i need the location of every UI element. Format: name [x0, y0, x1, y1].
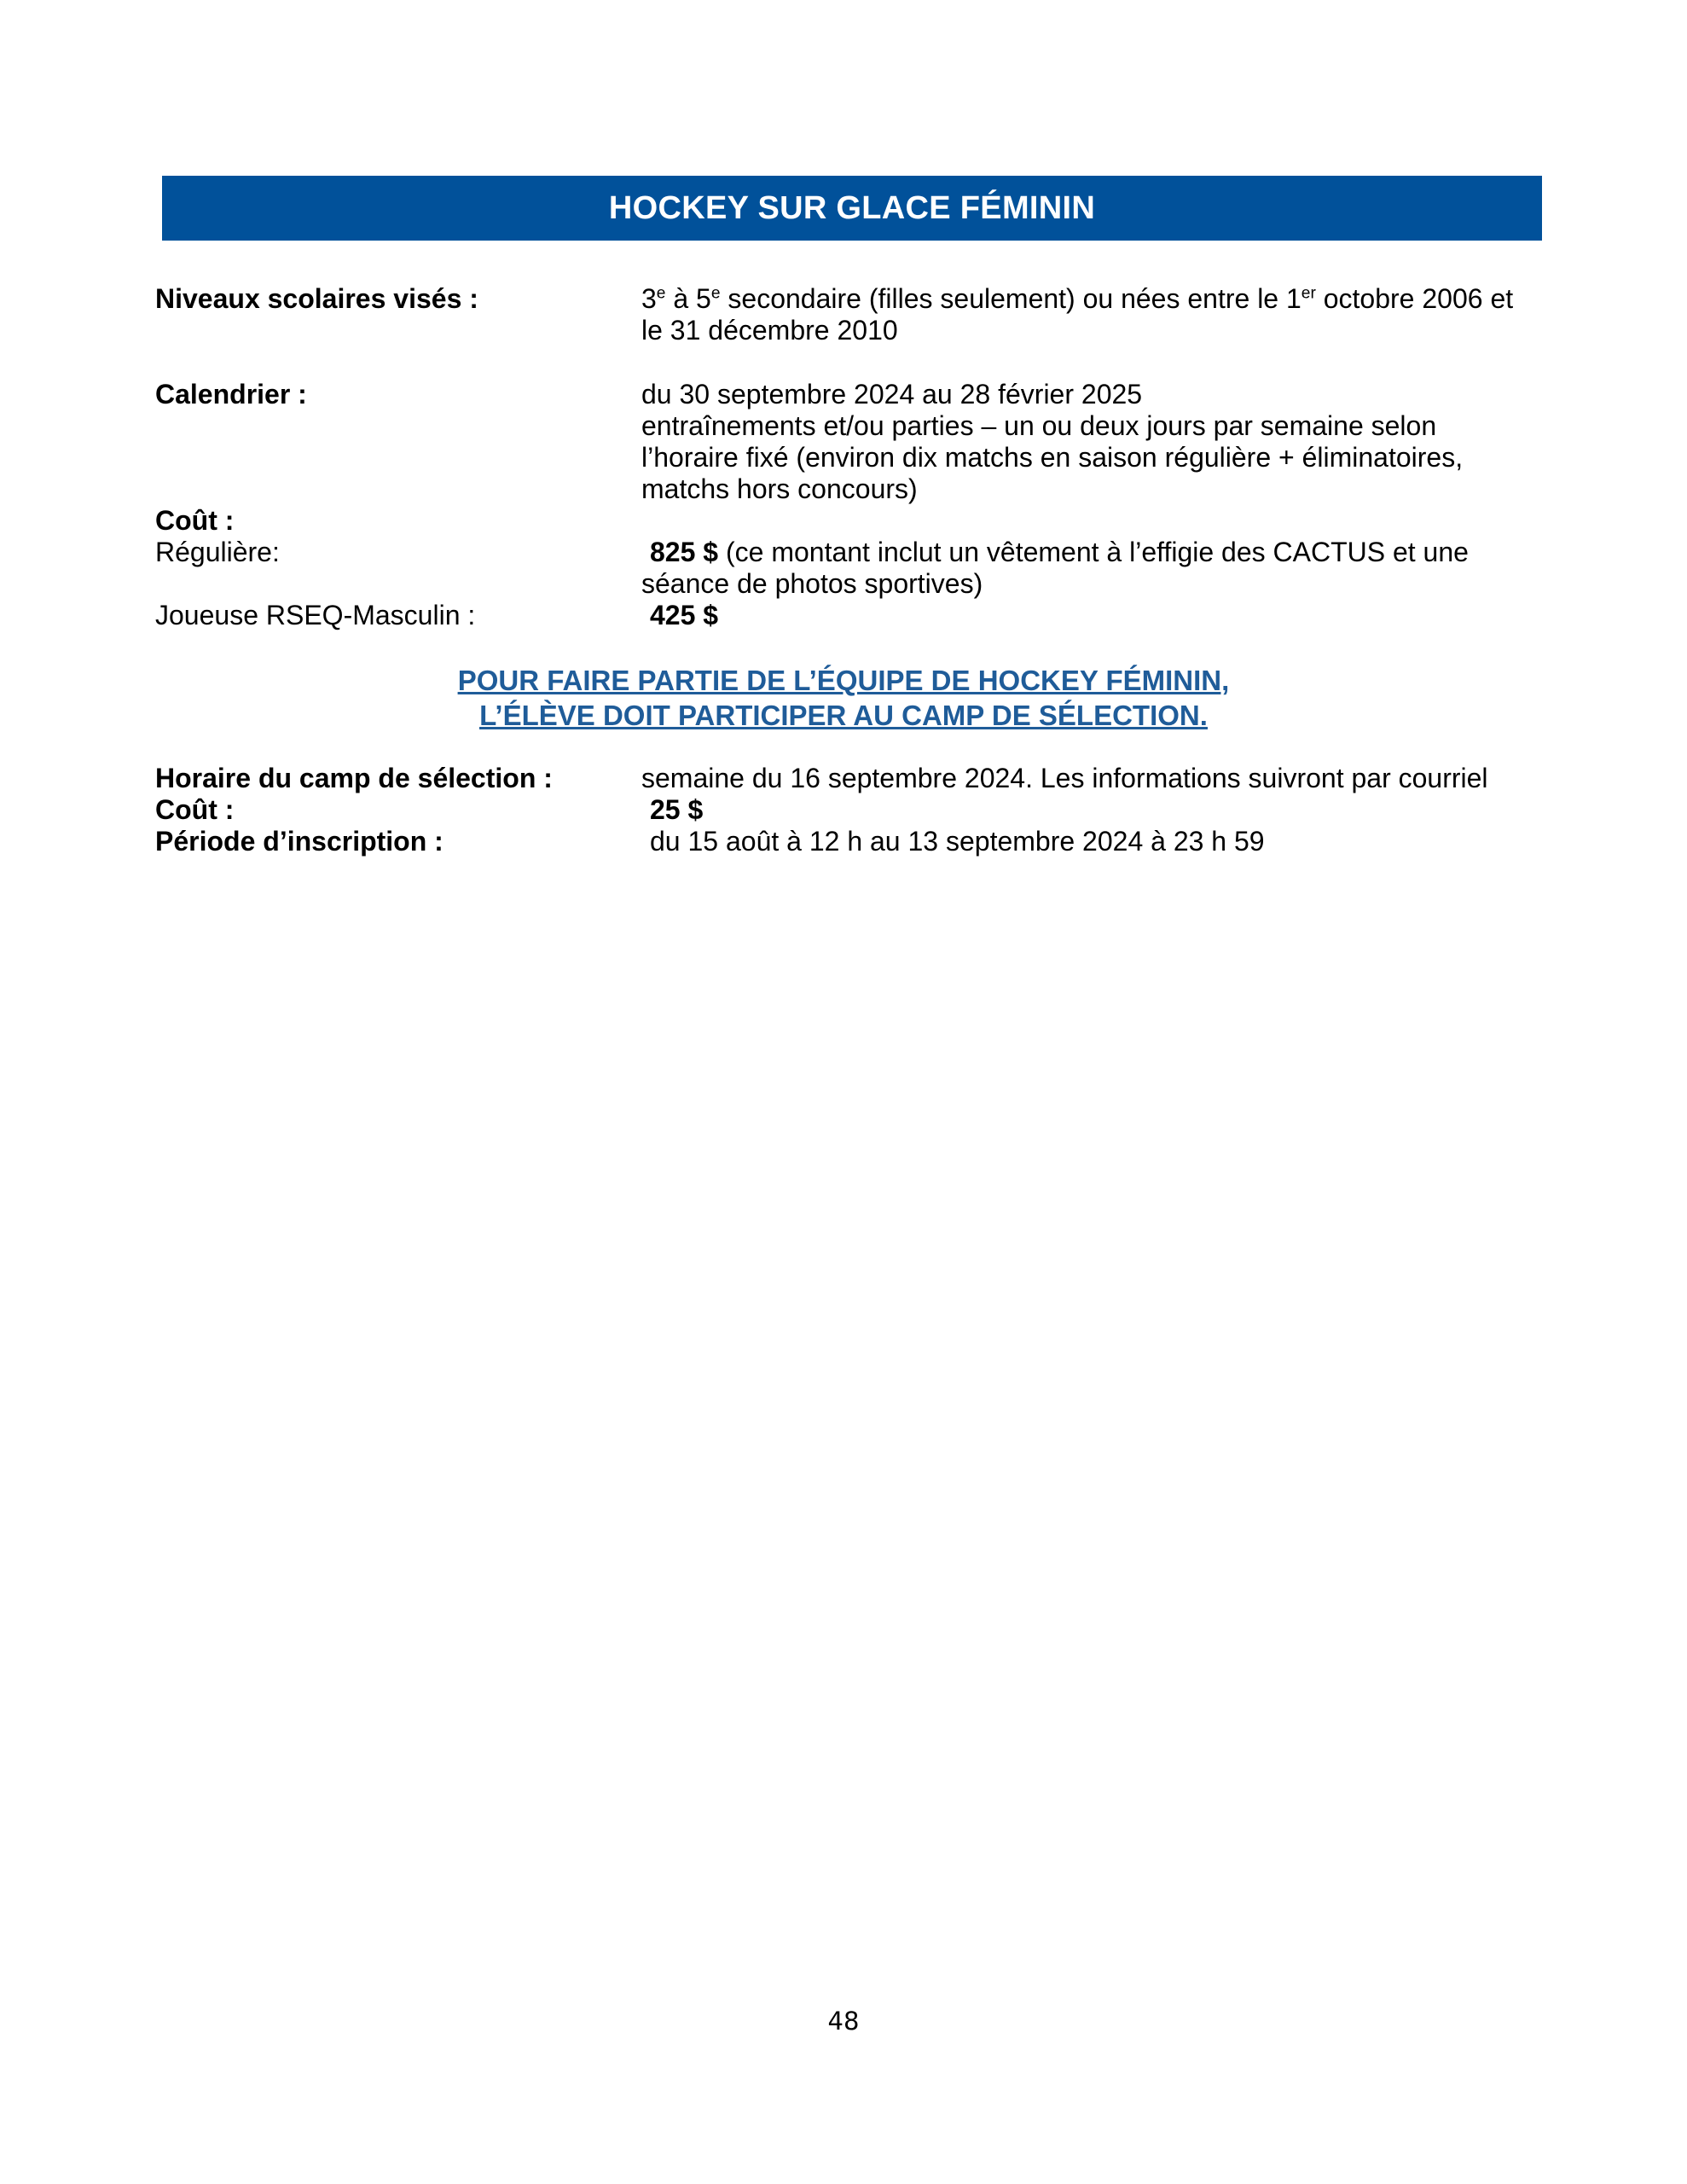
- cout-label: Coût :: [155, 505, 235, 536]
- notice-line-1: POUR FAIRE PARTIE DE L’ÉQUIPE DE HOCKEY FÉMININ,: [457, 665, 1230, 696]
- cout-joueuse-amount: 425 $: [650, 600, 719, 630]
- cout-joueuse-label: Joueuse RSEQ-Masculin :: [155, 600, 476, 630]
- calendrier-label: Calendrier :: [155, 379, 307, 410]
- cout-reguliere-value: [650, 537, 1554, 568]
- camp-cout-label: Coût :: [155, 794, 235, 825]
- camp-periode-value: du 15 août à 12 h au 13 septembre 2024 à 23 h 59: [650, 826, 1265, 857]
- section-banner: [162, 176, 1542, 241]
- page-number: 48: [827, 2007, 860, 2036]
- selection-notice: [0, 663, 1687, 733]
- calendrier-line-4: matchs hors concours): [641, 473, 918, 504]
- cout-reguliere-amount: 825 $: [650, 537, 719, 567]
- calendrier-line-3: l’horaire fixé (environ dix matchs en saison régulière + éliminatoires,: [641, 442, 1464, 473]
- cout-reguliere-note: [641, 568, 1545, 600]
- camp-horaire-label: Horaire du camp de sélection :: [155, 763, 553, 793]
- cout-reguliere-label: Régulière:: [155, 537, 280, 567]
- camp-cout-value: 25 $: [650, 794, 704, 825]
- camp-horaire-value: semaine du 16 septembre 2024. Les informations suivront par courriel: [641, 763, 1488, 793]
- cout-reguliere-line-1: 825 $ (ce montant inclut un vêtement à l’effigie des CACTUS et une: [650, 537, 1469, 567]
- calendrier-line-2: entraînements et/ou parties – un ou deux jours par semaine selon: [641, 410, 1437, 441]
- niveaux-value: [641, 283, 1545, 346]
- niveaux-line-2: le 31 décembre 2010: [641, 315, 898, 346]
- niveaux-label: Niveaux scolaires visés :: [155, 283, 478, 314]
- notice-line-2: L’ÉLÈVE DOIT PARTICIPER AU CAMP DE SÉLECTION.: [479, 700, 1208, 731]
- cout-reguliere-line-2: séance de photos sportives): [641, 568, 983, 599]
- section-title: HOCKEY SUR GLACE FÉMININ: [608, 189, 1096, 226]
- calendrier-value: [641, 379, 1545, 505]
- calendrier-line-1: du 30 septembre 2024 au 28 février 2025: [641, 379, 1143, 410]
- camp-periode-label: Période d’inscription :: [155, 826, 443, 857]
- niveaux-line-1: 3e à 5e secondaire (filles seulement) ou nées entre le 1er octobre 2006 et: [641, 283, 1514, 314]
